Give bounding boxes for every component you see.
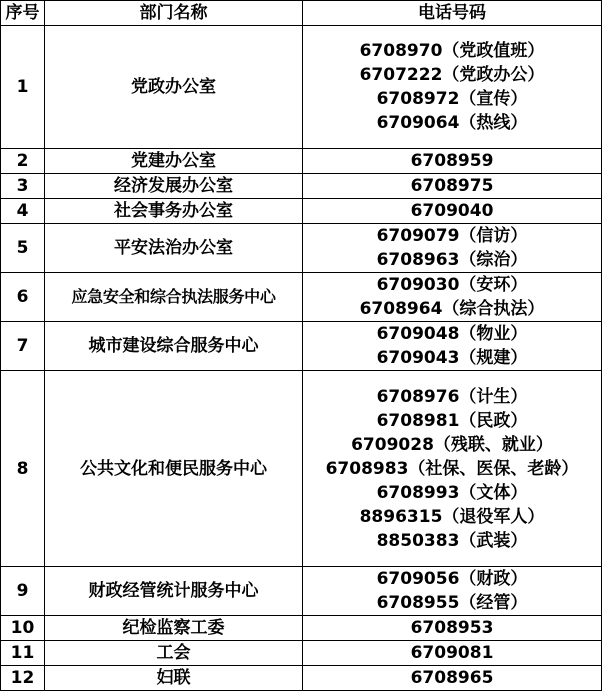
phone-number: 6708959: [410, 151, 494, 171]
department-name: 城市建设综合服务中心: [45, 322, 303, 371]
row-index: 6: [1, 273, 45, 322]
table-row: [1, 149, 602, 174]
phone-numbers: [303, 273, 602, 322]
phone-number: 6708965: [410, 668, 494, 688]
table-row: [1, 322, 602, 371]
department-name: 应急安全和综合执法服务中心: [45, 273, 303, 322]
department-name: 平安法治办公室: [45, 224, 303, 273]
row-index: 1: [1, 26, 45, 149]
department-name: 经济发展办公室: [45, 174, 303, 199]
phone-number: 8850383（武装）: [376, 530, 528, 551]
row-index: 10: [1, 616, 45, 641]
phone-number: 6708983（社保、医保、老龄）: [325, 458, 579, 479]
phone-numbers: [303, 371, 602, 567]
table-row: [1, 567, 602, 616]
row-index: 4: [1, 199, 45, 224]
phone-numbers: [303, 199, 602, 224]
phone-numbers: [303, 641, 602, 666]
phone-number: 6709043（规建）: [376, 348, 528, 368]
phone-number: 6709064（热线）: [376, 113, 528, 133]
department-name: 财政经管统计服务中心: [45, 567, 303, 616]
row-index: 7: [1, 322, 45, 371]
row-index: 11: [1, 641, 45, 666]
phone-number: 6709081: [410, 643, 494, 663]
phone-number: 6708963（综治）: [376, 250, 528, 270]
table-row: [1, 26, 602, 149]
phone-number: 6709079（信访）: [376, 226, 528, 246]
table-row: [1, 641, 602, 666]
header-phone: 电话号码: [303, 1, 602, 26]
phone-number: 6708953: [410, 618, 494, 638]
phone-number: 6709056（财政）: [376, 569, 528, 589]
row-index: 8: [1, 371, 45, 567]
phone-numbers: [303, 322, 602, 371]
phone-number: 6708972（宣传）: [376, 89, 528, 109]
phone-numbers: [303, 616, 602, 641]
phone-number: 6709030（安环）: [376, 275, 528, 295]
header-index: 序号: [1, 1, 45, 26]
department-name: 公共文化和便民服务中心: [45, 371, 303, 567]
table-row: [1, 666, 602, 691]
row-index: 9: [1, 567, 45, 616]
table-row: [1, 174, 602, 199]
phone-number: 6709048（物业）: [376, 324, 528, 344]
row-index: 3: [1, 174, 45, 199]
phone-number: 6709040: [410, 201, 494, 221]
row-index: 2: [1, 149, 45, 174]
phone-numbers: [303, 174, 602, 199]
table-row: [1, 371, 602, 567]
phone-number: 8896315（退役军人）: [359, 506, 545, 527]
department-name: 纪检监察工委: [45, 616, 303, 641]
row-index: 12: [1, 666, 45, 691]
header-row: [1, 1, 602, 26]
row-index: 5: [1, 224, 45, 273]
table-body: [1, 26, 602, 691]
department-name: 党政办公室: [45, 26, 303, 149]
phone-numbers: [303, 26, 602, 149]
department-name: 党建办公室: [45, 149, 303, 174]
phone-number: 6708970（党政值班）: [359, 41, 545, 61]
phone-numbers: [303, 149, 602, 174]
department-name: 工会: [45, 641, 303, 666]
phone-number: 6709028（残联、就业）: [351, 434, 553, 455]
table-row: [1, 273, 602, 322]
phone-number: 6708975: [410, 176, 494, 196]
table-row: [1, 616, 602, 641]
phone-numbers: [303, 567, 602, 616]
phone-number: 6708976（计生）: [376, 386, 528, 407]
table-row: [1, 199, 602, 224]
phone-numbers: [303, 224, 602, 273]
phone-number: 6707222（党政办公）: [359, 65, 545, 85]
header-department: 部门名称: [45, 1, 303, 26]
phone-number: 6708964（综合执法）: [359, 299, 545, 319]
phone-number: 6708993（文体）: [376, 482, 528, 503]
phone-number: 6708955（经管）: [376, 593, 528, 613]
department-name: 妇联: [45, 666, 303, 691]
department-name: 社会事务办公室: [45, 199, 303, 224]
phone-numbers: [303, 666, 602, 691]
phone-number: 6708981（民政）: [376, 410, 528, 431]
table-row: [1, 224, 602, 273]
